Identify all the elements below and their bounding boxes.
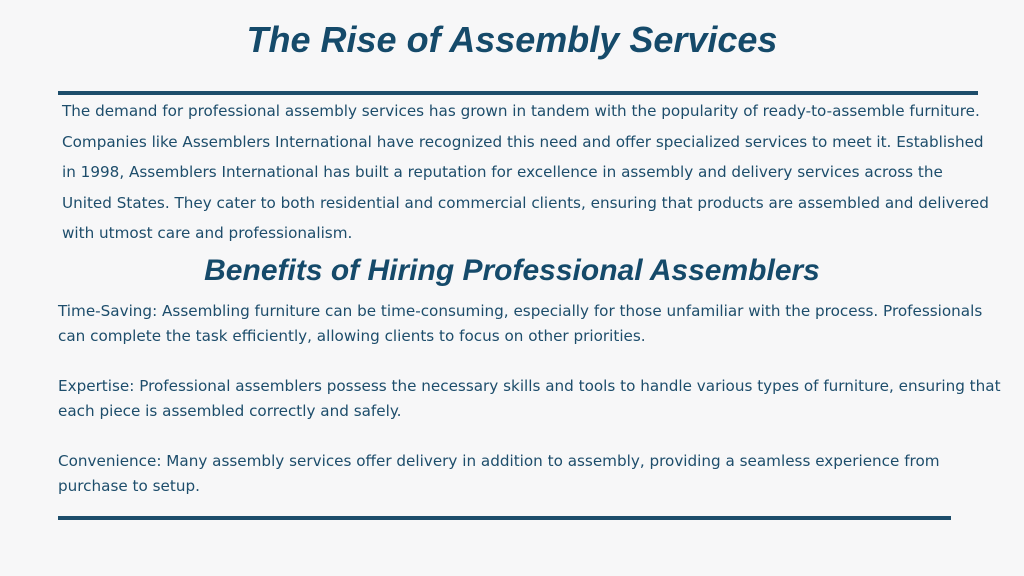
intro-paragraph: The demand for professional assembly services has grown in tandem with the popularity of ready-to-assemble furniture. Companies like Assemblers International have recognized this need and offer specialized services to meet it. Established in 1998, Assemblers International has built a reputation for excellence in assembly and delivery services across the United States. They cater to both residential and commercial clients, ensuring that products are assembled and delivered with utmost care and professionalism.	[62, 102, 989, 242]
benefit-expertise: Expertise: Professional assemblers possess the necessary skills and tools to handle various types of furniture, ensuring that each piece is assembled correctly and safely.	[58, 377, 1001, 420]
top-divider	[58, 91, 978, 95]
benefit-time-saving: Time-Saving: Assembling furniture can be time-consuming, especially for those unfamiliar with the process. Professionals can complete the task efficiently, allowing clients to focus on other priorities.	[58, 302, 983, 345]
section-subtitle: Benefits of Hiring Professional Assemblers	[204, 254, 820, 287]
benefit-convenience: Convenience: Many assembly services offer delivery in addition to assembly, providing a seamless experience from purchase to setup.	[58, 452, 940, 495]
benefits-list	[58, 299, 1008, 524]
page-title: The Rise of Assembly Services	[246, 19, 778, 60]
bottom-divider	[58, 516, 951, 520]
